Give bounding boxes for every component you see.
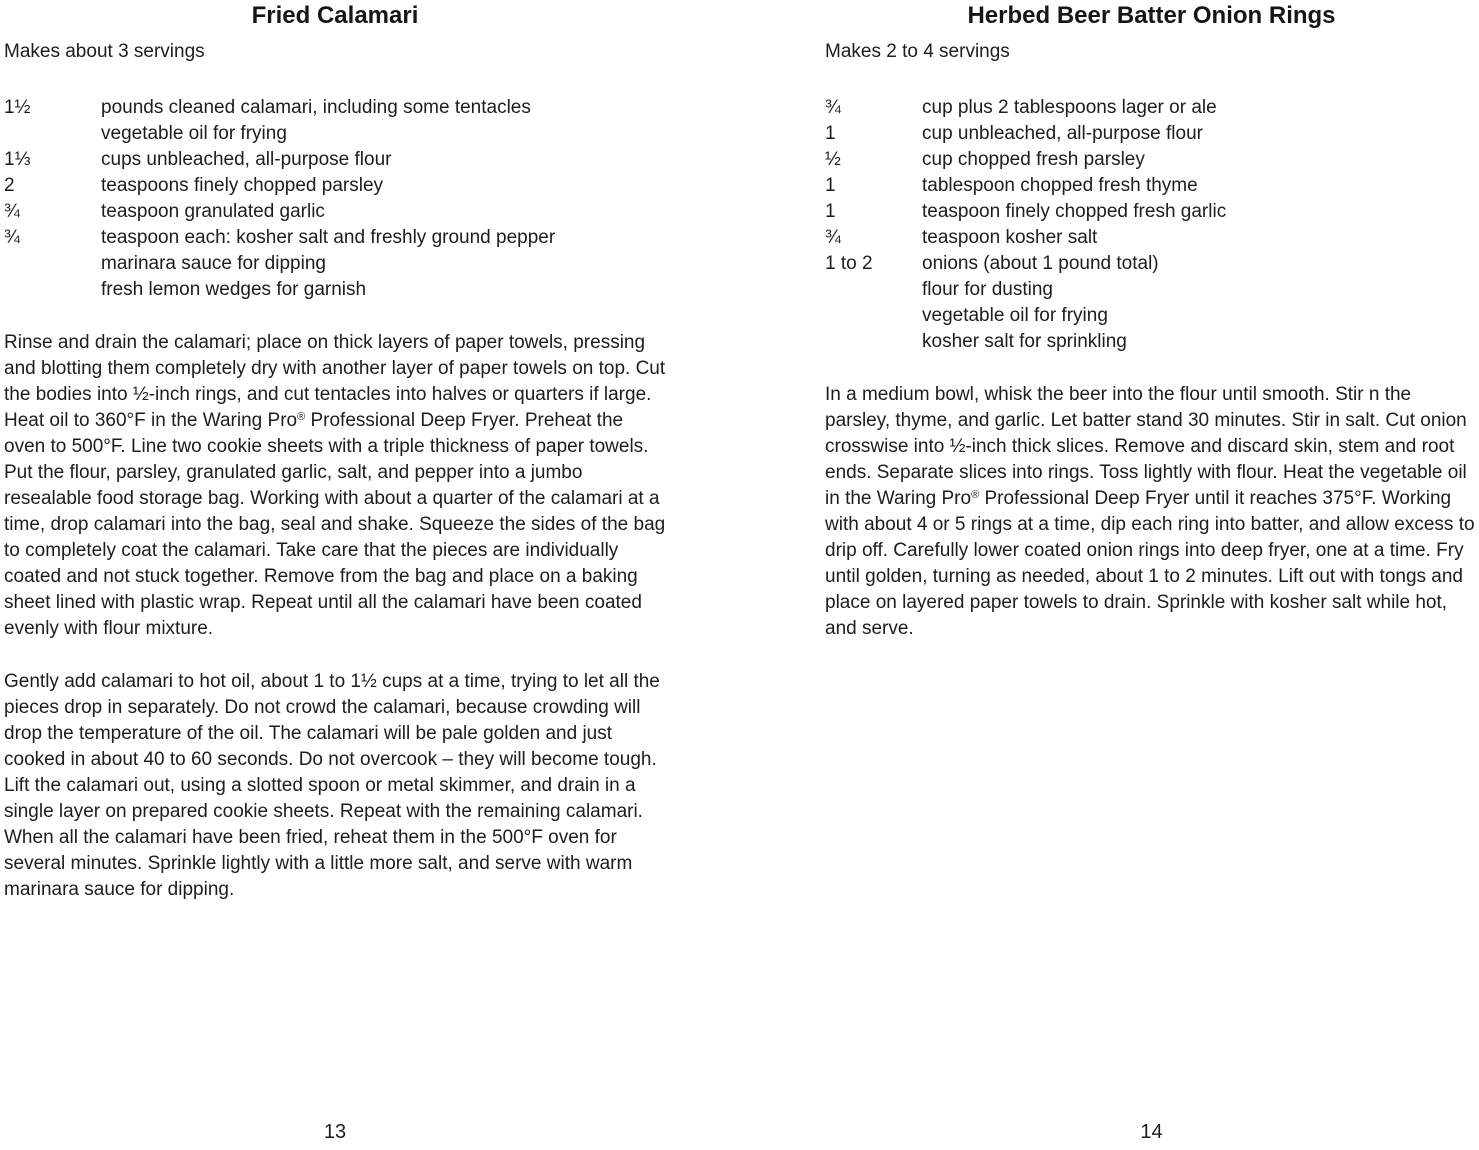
ingredient-amount: 1 [825,123,836,144]
ingredient-row [4,199,666,225]
ingredient-item: teaspoon each: kosher salt and freshly ground pepper [101,227,556,248]
ingredient-amount: 1 to 2 [825,253,873,274]
ingredient-amount [4,251,101,277]
ingredient-amount: 1½ [4,97,31,118]
ingredient-item: onions (about 1 pound total) [922,253,1159,274]
ingredient-amount [825,329,922,355]
ingredient-row [4,121,666,147]
ingredient-item: pounds cleaned calamari, including some tentacles [101,97,531,118]
ingredient-item: cup chopped fresh parsley [922,149,1145,170]
ingredient-row [825,329,1478,355]
ingredient-row [825,225,1478,251]
page-herbed-beer-batter-onion-rings [740,0,1479,1150]
ingredient-amount: 1⅓ [4,149,31,170]
ingredient-item: marinara sauce for dipping [101,253,326,274]
ingredient-amount: 1 [825,201,836,222]
ingredient-item: vegetable oil for frying [922,305,1108,326]
ingredient-list [825,95,1478,355]
ingredient-amount: ¾ [4,201,20,222]
ingredient-amount [825,303,922,329]
ingredient-amount: ¾ [825,97,841,118]
ingredient-amount: ¾ [825,227,841,248]
ingredient-item: vegetable oil for frying [101,123,287,144]
recipe-title: Fried Calamari [251,2,419,29]
ingredient-row [825,147,1478,173]
ingredient-item: teaspoons finely chopped parsley [101,175,384,196]
ingredient-row [4,277,666,303]
ingredient-item: fresh lemon wedges for garnish [101,279,367,300]
ingredient-item: cups unbleached, all-purpose flour [101,149,392,170]
ingredient-list [4,95,666,303]
ingredient-item: flour for dusting [922,279,1053,300]
ingredient-row [4,95,666,121]
page-content [4,0,666,903]
ingredient-amount: ½ [825,149,841,170]
ingredient-amount: ¾ [4,227,20,248]
ingredient-amount: 1 [825,175,836,196]
servings-note: Makes about 3 servings [4,41,205,62]
ingredient-row [825,173,1478,199]
ingredient-row [4,173,666,199]
ingredient-item: tablespoon chopped fresh thyme [922,175,1198,196]
servings-note: Makes 2 to 4 servings [825,41,1010,62]
ingredient-item: cup unbleached, all-purpose flour [922,123,1203,144]
page-number: 14 [1140,1121,1163,1143]
page-number: 13 [323,1121,347,1143]
instructions-paragraph-1: In a medium bowl, whisk the beer into the flour until smooth. Stir n the parsley, thyme, and garlic. Let batter stand 30 minutes. Stir in salt. Cut onion crosswise into ½-inch thick slices. Remove and discard skin, stem and root ends. Separate slices into rings. Toss lightly with flour. Heat the vegetable oil in the Waring Pro® Professional Deep Fryer until it reaches 375°F. Working with about 4 or 5 rings at a time, dip each ring into batter, and allow excess to drip off. Carefully lower coated onion rings into deep fryer, one at a time. Fry until golden, turning as needed, about 1 to 2 minutes. Lift out with tongs and place on layered paper towels to drain. Sprinkle with kosher salt while hot, and serve. [825,384,1475,639]
ingredient-row [4,147,666,173]
ingredient-row [4,225,666,251]
ingredient-row [4,251,666,277]
ingredient-amount [825,277,922,303]
ingredient-row [825,121,1478,147]
ingredient-item: teaspoon finely chopped fresh garlic [922,201,1227,222]
ingredient-amount [4,121,101,147]
instructions-paragraph-1: Rinse and drain the calamari; place on thick layers of paper towels, pressing and blotting them completely dry with another layer of paper towels on top. Cut the bodies into ½-inch rings, and cut tentacles into halves or quarters if large. Heat oil to 360°F in the Waring Pro® Professional Deep Fryer. Preheat the oven to 500°F. Line two cookie sheets with a triple thickness of paper towels. Put the flour, parsley, granulated garlic, salt, and pepper into a jumbo resealable food storage bag. Working with about a quarter of the calamari at a time, drop calamari into the bag, seal and shake. Squeeze the sides of the bag to completely coat the calamari. Take care that the pieces are individually coated and not stuck together. Remove from the bag and place on a baking sheet lined with plastic wrap. Repeat until all the calamari have been coated evenly with flour mixture. [4,332,666,639]
ingredient-item: teaspoon granulated garlic [101,201,325,222]
instructions-paragraph-2: Gently add calamari to hot oil, about 1 to 1½ cups at a time, trying to let all the pieces drop in separately. Do not crowd the calamari, because crowding will drop the temperature of the oil. The calamari will be pale golden and just cooked in about 40 to 60 seconds. Do not overcook – they will become tough. Lift the calamari out, using a slotted spoon or metal skimmer, and drain in a single layer on prepared cookie sheets. Repeat with the remaining calamari. When all the calamari have been fried, reheat them in the 500°F oven for several minutes. Sprinkle lightly with a little more salt, and serve with warm marinara sauce for dipping. [4,671,660,900]
ingredient-row [825,251,1478,277]
ingredient-item: kosher salt for sprinkling [922,331,1127,352]
recipe-title: Herbed Beer Batter Onion Rings [967,2,1336,29]
ingredient-amount: 2 [4,175,15,196]
ingredient-row [825,199,1478,225]
ingredient-row [825,303,1478,329]
ingredient-row [825,95,1478,121]
ingredient-item: cup plus 2 tablespoons lager or ale [922,97,1217,118]
ingredient-amount [4,277,101,303]
page-content [825,0,1478,642]
ingredient-row [825,277,1478,303]
ingredient-item: teaspoon kosher salt [922,227,1098,248]
